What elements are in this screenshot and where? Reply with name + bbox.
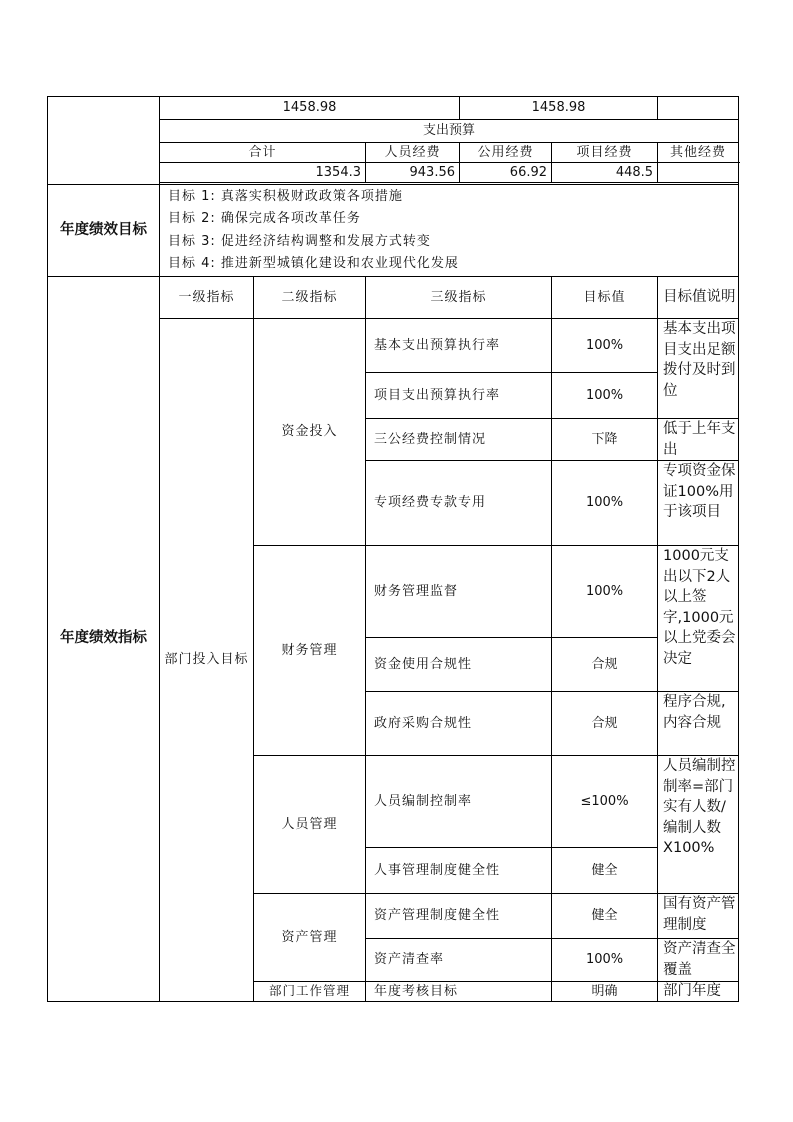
indicator-note: 1000元支出以下2人以上签字,1000元以上党委会决定 [658,546,739,692]
indicator-target: 100% [552,319,658,373]
goal-item: 目标 1: 真落实积极财政政策各项措施 [168,188,403,204]
group-personnel-name: 人员管理 [254,756,366,894]
indicator-item: 专项经费专款专用 [366,461,552,546]
expense-value-project: 448.5 [552,163,658,183]
indicators-label: 年度绩效指标 [48,277,160,1002]
goal-item: 目标 2: 确保完成各项改革任务 [168,211,361,226]
expense-header-total: 合计 [160,143,366,163]
indicator-item: 政府采购合规性 [366,692,552,756]
indicator-item: 资产清查率 [366,939,552,982]
expense-value-other [658,163,739,183]
expense-header-project: 项目经费 [552,143,658,163]
indicator-item: 基本支出预算执行率 [366,319,552,373]
group-finance-name: 财务管理 [254,546,366,756]
goal-item: 目标 3: 促进经济结构调整和发展方式转变 [168,233,431,249]
indicator-note: 人员编制控制率=部门实有人数/编制人数X100% [658,756,739,894]
indicator-target: 健全 [552,848,658,894]
performance-table [47,96,739,1002]
group-assets-name: 资产管理 [254,894,366,982]
level1-name: 部门投入目标 [160,319,254,1002]
indicator-item: 资产管理制度健全性 [366,894,552,939]
indicator-target: 100% [552,546,658,638]
indicator-target: 合规 [552,692,658,756]
header-level1: 一级指标 [160,277,254,319]
indicator-target: 100% [552,461,658,546]
annual-goal-label: 年度绩效目标 [48,185,160,277]
indicator-target: 合规 [552,638,658,692]
indicator-item: 财务管理监督 [366,546,552,638]
indicator-note: 专项资金保证100%用于该项目 [658,461,739,546]
indicator-target: 100% [552,373,658,419]
group-work-name: 部门工作管理 [254,982,366,1002]
indicator-target: 健全 [552,894,658,939]
indicator-target: 明确 [552,982,658,1002]
expense-value-total: 1354.3 [160,163,366,183]
indicator-note: 基本支出项目支出足额拨付及时到位 [658,319,739,419]
indicator-target: 下降 [552,419,658,461]
header-target: 目标值 [552,277,658,319]
income-other [658,97,739,120]
header-level2: 二级指标 [254,277,366,319]
expense-header-personnel: 人员经费 [366,143,460,163]
indicator-item: 人事管理制度健全性 [366,848,552,894]
indicator-note: 部门年度 [658,982,739,1002]
indicator-target: ≤100% [552,756,658,848]
indicator-item: 三公经费控制情况 [366,419,552,461]
indicator-note: 国有资产管理制度 [658,894,739,939]
income-total: 1458.98 [160,97,460,120]
expense-header-public: 公用经费 [460,143,552,163]
income-general: 1458.98 [460,97,658,120]
indicator-item: 项目支出预算执行率 [366,373,552,419]
indicator-note: 资产清查全覆盖 [658,939,739,982]
expense-header-other: 其他经费 [658,143,739,163]
goal-item: 目标 4: 推进新型城镇化建设和农业现代化发展 [168,256,459,271]
indicator-item: 人员编制控制率 [366,756,552,848]
header-note: 目标值说明 [658,277,739,319]
header-level3: 三级指标 [366,277,552,319]
expense-value-public: 66.92 [460,163,552,183]
expense-value-personnel: 943.56 [366,163,460,183]
group-funding-name: 资金投入 [254,319,366,546]
indicator-note: 低于上年支出 [658,419,739,461]
indicator-item: 年度考核目标 [366,982,552,1002]
expense-title: 支出预算 [160,120,739,143]
indicator-target: 100% [552,939,658,982]
indicator-item: 资金使用合规性 [366,638,552,692]
indicator-note: 程序合规,内容合规 [658,692,739,756]
annual-goal-list [160,185,739,277]
budget-label-cell [48,97,160,185]
